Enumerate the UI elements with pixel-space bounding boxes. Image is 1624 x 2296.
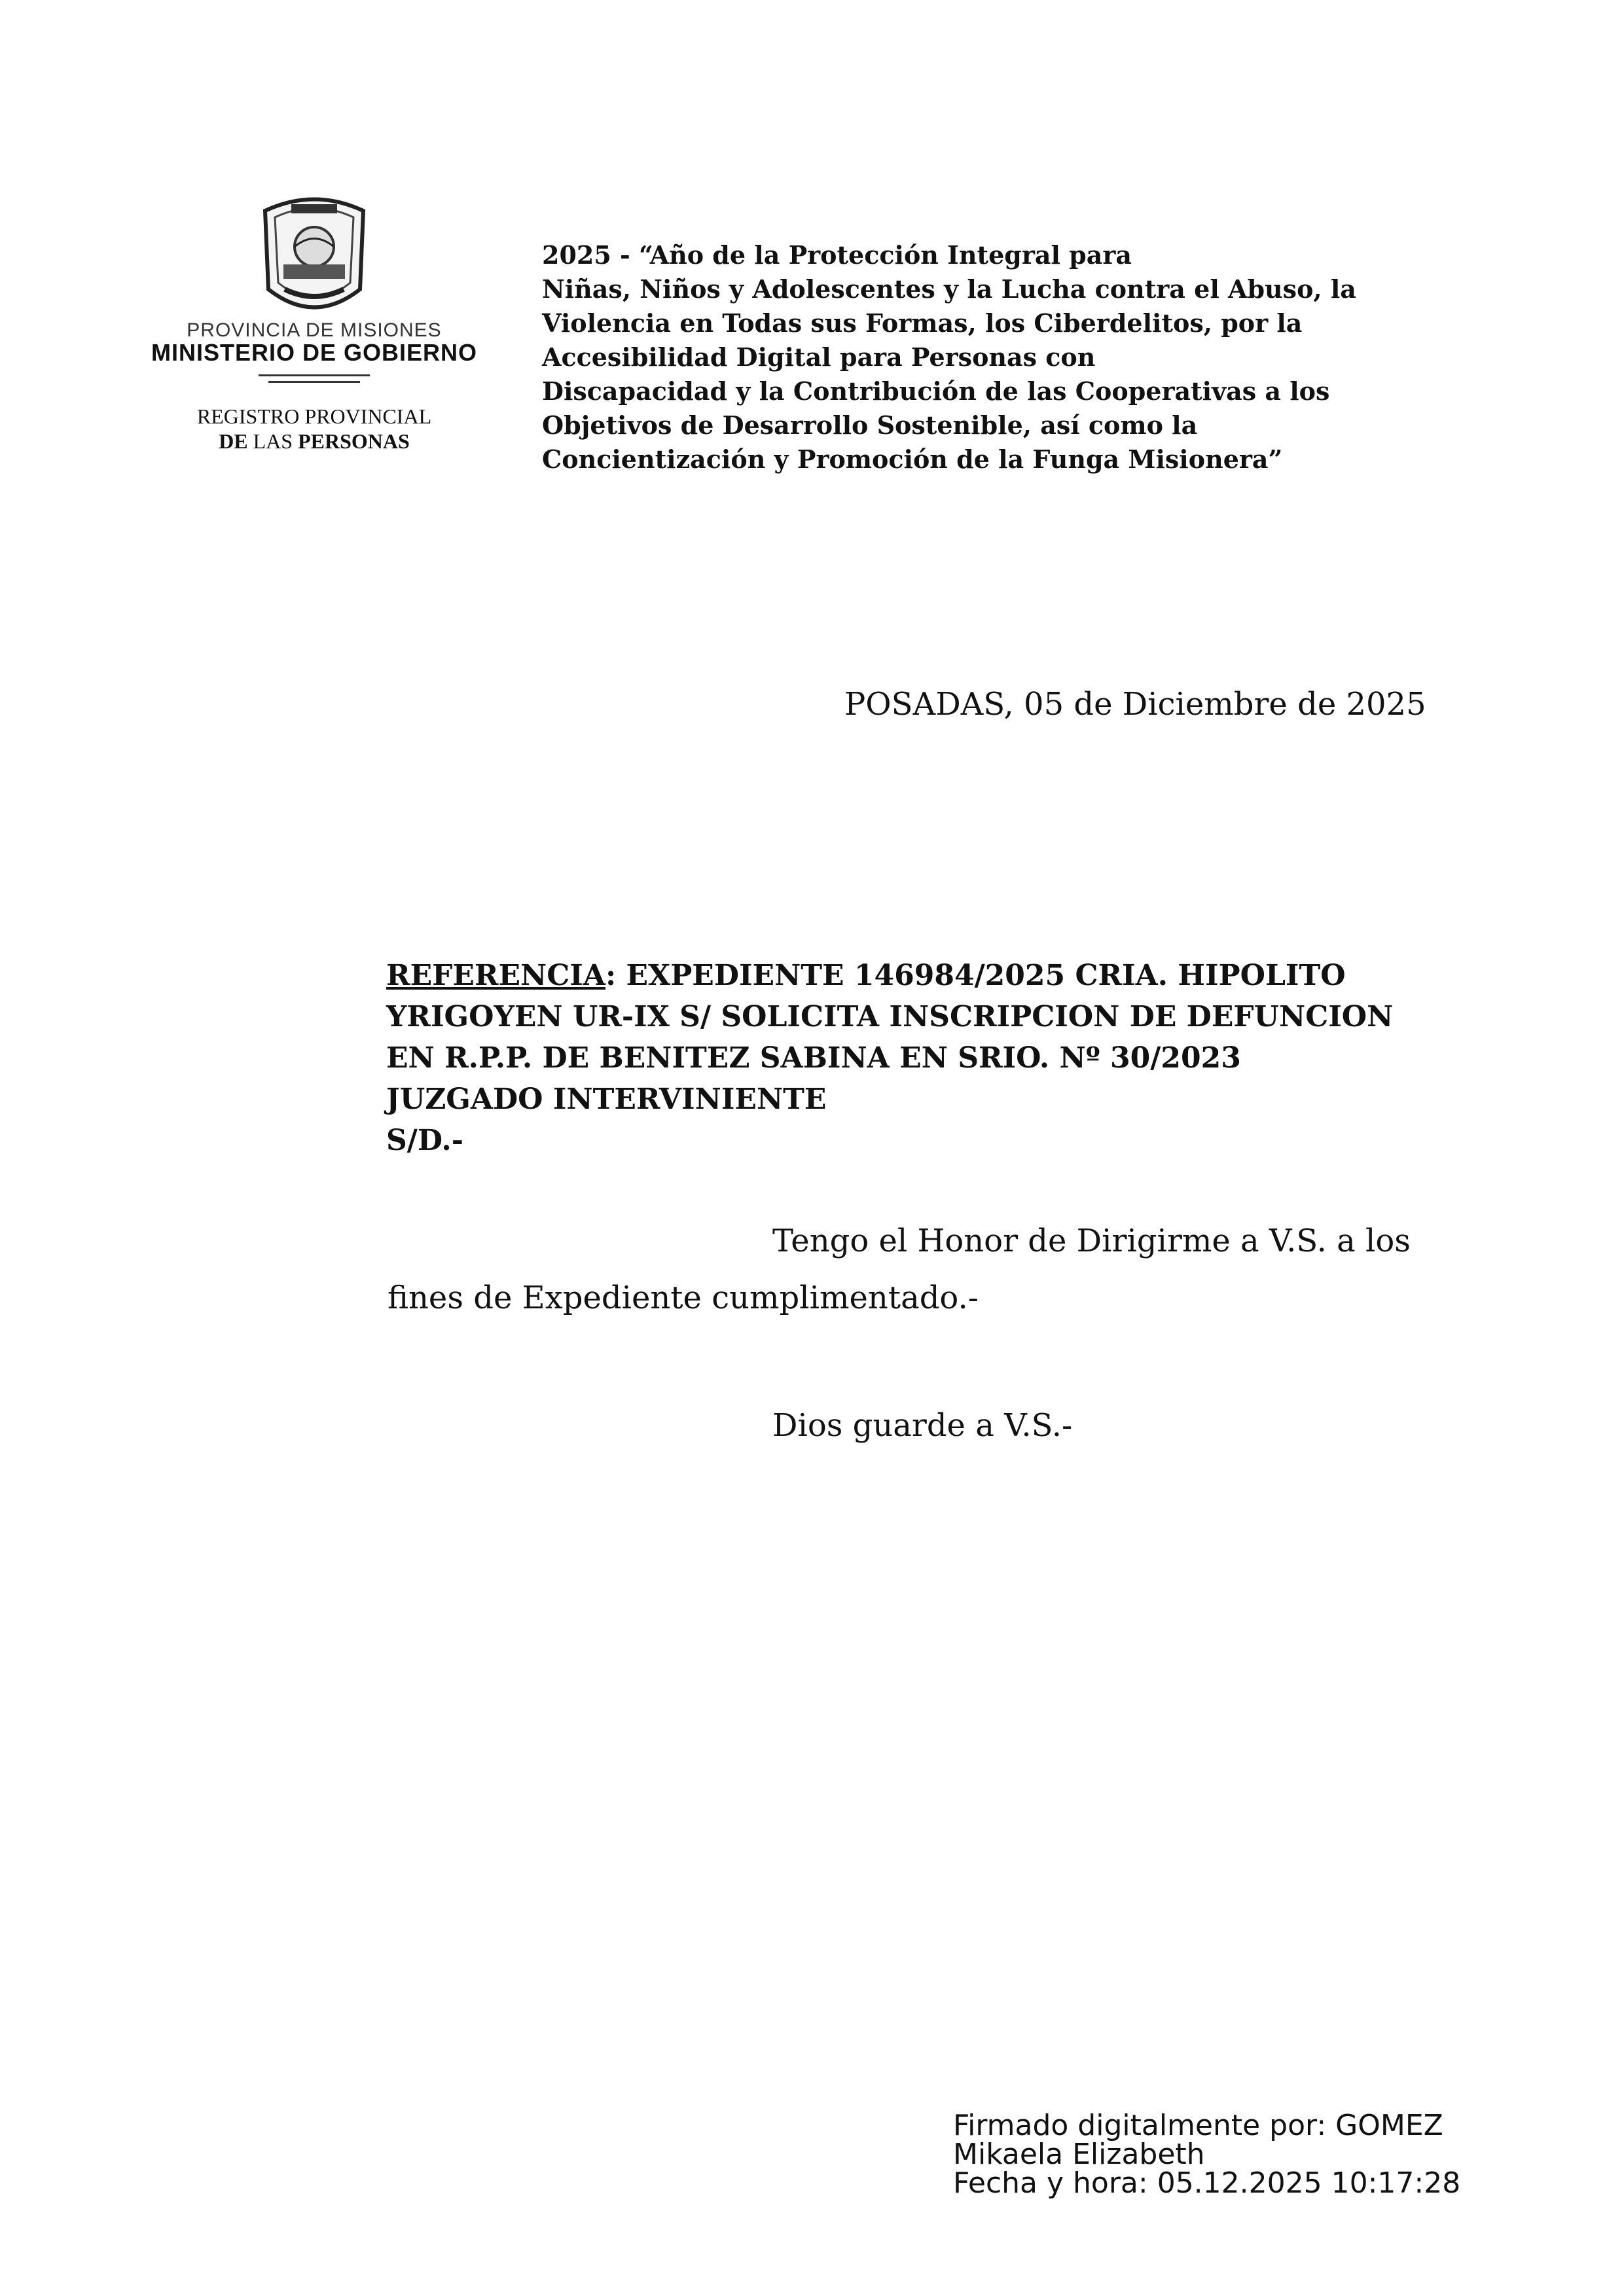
ministry-name: MINISTERIO DE GOBIERNO [151,339,478,366]
motto-line: Concientización y Promoción de la Funga Misionera” [542,444,1283,474]
signature-line-3: Fecha y hora: 05.12.2025 10:17:28 [953,2166,1461,2200]
motto-line: Objetivos de Desarrollo Sostenible, así como la [542,410,1198,440]
reference-line-5: S/D.- [386,1124,464,1157]
reference-text: : EXPEDIENTE 146984/2025 CRIA. HIPOLITO [605,959,1346,992]
motto-line: Violencia en Todas sus Formas, los Ciberdelitos, por la [542,308,1303,338]
reference-label: REFERENCIA [386,959,605,992]
signature-line-1: Firmado digitalmente por: GOMEZ [953,2109,1443,2142]
signature-line-2: Mikaela Elizabeth [953,2138,1205,2171]
reference-line-4: JUZGADO INTERVINIENTE [386,1083,827,1116]
motto-line: Discapacidad y la Contribución de las Cooperativas a los [542,376,1330,406]
reference-line-2: YRIGOYEN UR-IX S/ SOLICITA INSCRIPCION DE DEFUNCION [386,1000,1394,1033]
motto-line: Niñas, Niños y Adolescentes y la Lucha contra el Abuso, la [542,274,1356,304]
motto-line: Accesibilidad Digital para Personas con [542,342,1096,372]
motto-line: 2025 - “Año de la Protección Integral para [542,240,1132,270]
province-name: PROVINCIA DE MISIONES [187,319,442,341]
registry-word-personas: PERSONAS [298,429,410,453]
body-paragraph-line-1: Tengo el Honor de Dirigirme a V.S. a los [772,1223,1411,1259]
registry-word-las: LAS [247,429,298,453]
reference-line-1 [386,959,1346,992]
closing-line: Dios guarde a V.S.- [772,1407,1073,1444]
letterhead-rule [259,374,370,376]
date-line: POSADAS, 05 de Diciembre de 2025 [844,686,1426,723]
registry-word-de: DE [219,429,248,453]
body-paragraph-line-2: fines de Expediente cumplimentado.- [388,1280,979,1316]
registry-name-line2 [151,429,478,454]
misiones-coat-of-arms-icon [252,191,376,322]
reference-line-3: EN R.P.P. DE BENITEZ SABINA EN SRIO. Nº 30/2023 [386,1041,1241,1075]
letterhead-rule-secondary [268,381,360,383]
registry-name-line1: REGISTRO PROVINCIAL [196,404,432,428]
